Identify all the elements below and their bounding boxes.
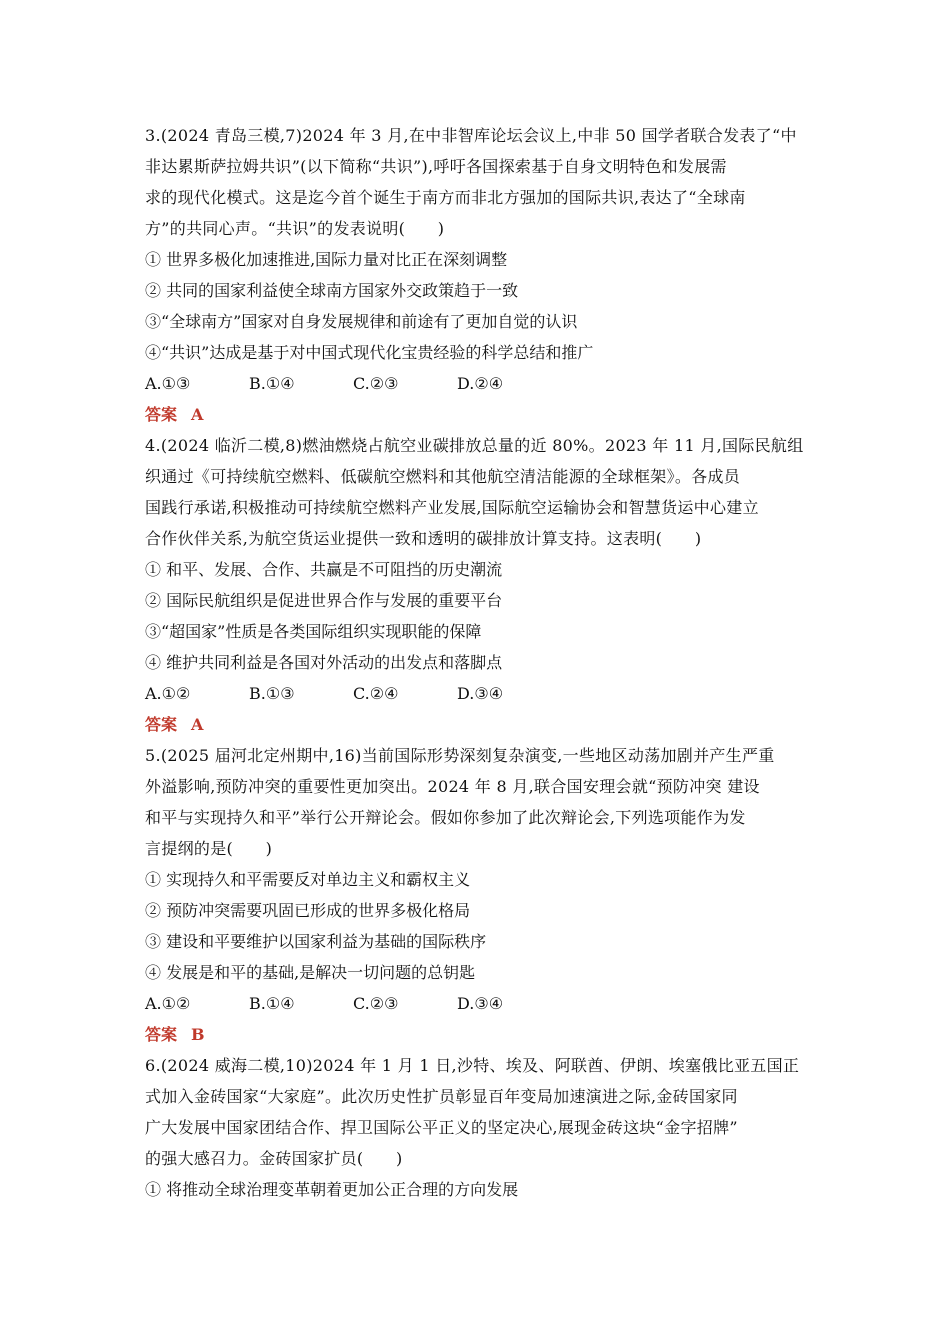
question-stem-line: 4.(2024 临沂二模,8)燃油燃烧占航空业碳排放总量的近 80%。2023 年 11 月,国际民航组	[145, 436, 804, 455]
question-stem-line: 外溢影响,预防冲突的重要性更加突出。2024 年 8 月,联合国安理会就“预防冲突 建设	[145, 777, 760, 796]
statement-option: ① 世界多极化加速推进,国际力量对比正在深刻调整	[145, 250, 508, 269]
answer-value: A	[191, 405, 204, 424]
answer-value: B	[191, 1025, 205, 1044]
answer-label: 答案	[145, 405, 178, 424]
question-3	[145, 120, 810, 430]
statement-option: ② 预防冲突需要巩固已形成的世界多极化格局	[145, 901, 471, 920]
question-stem-line: 式加入金砖国家“大家庭”。此次历史性扩员彰显百年变局加速演进之际,金砖国家同	[145, 1087, 738, 1106]
statement-option: ③ 建设和平要维护以国家利益为基础的国际秩序	[145, 932, 487, 951]
choice-a: A.①③	[145, 374, 191, 393]
question-stem-line: 和平与实现持久和平”举行公开辩论会。假如你参加了此次辩论会,下列选项能作为发	[145, 808, 746, 827]
question-4	[145, 430, 810, 740]
choice-c: C.②③	[353, 374, 399, 393]
choice-c: C.②④	[353, 684, 399, 703]
answer-value: A	[191, 715, 204, 734]
question-stem-line: 国践行承诺,积极推动可持续航空燃料产业发展,国际航空运输协会和智慧货运中心建立	[145, 498, 759, 517]
question-stem-line: 求的现代化模式。这是迄今首个诞生于南方而非北方强加的国际共识,表达了“全球南	[145, 188, 746, 207]
statement-option: ④ 维护共同利益是各国对外活动的出发点和落脚点	[145, 653, 503, 672]
answer-line	[145, 1019, 810, 1050]
answer-line	[145, 709, 810, 740]
question-stem-line: 非达累斯萨拉姆共识”(以下简称“共识”),呼吁各国探索基于自身文明特色和发展需	[145, 157, 727, 176]
statement-option: ① 实现持久和平需要反对单边主义和霸权主义	[145, 870, 471, 889]
statement-option: ① 和平、发展、合作、共赢是不可阻挡的历史潮流	[145, 560, 503, 579]
question-stem-line: 方”的共同心声。“共识”的发表说明( )	[145, 219, 445, 238]
document-page	[145, 120, 810, 1205]
question-6	[145, 1050, 810, 1205]
question-stem-line: 3.(2024 青岛三模,7)2024 年 3 月,在中非智库论坛会议上,中非 50 国学者联合发表了“中	[145, 126, 797, 145]
choice-a: A.①②	[145, 684, 191, 703]
statement-option: ① 将推动全球治理变革朝着更加公正合理的方向发展	[145, 1180, 519, 1199]
statement-option: ④ 发展是和平的基础,是解决一切问题的总钥匙	[145, 963, 476, 982]
choice-d: D.②④	[457, 374, 504, 393]
question-stem-line: 言提纲的是( )	[145, 839, 273, 858]
choice-d: D.③④	[457, 994, 504, 1013]
choice-b: B.①③	[249, 684, 295, 703]
statement-option: ④“共识”达成是基于对中国式现代化宝贵经验的科学总结和推广	[145, 343, 594, 362]
question-stem-line: 5.(2025 届河北定州期中,16)当前国际形势深刻复杂演变,一些地区动荡加剧并产生严重	[145, 746, 775, 765]
question-stem-line: 的强大感召力。金砖国家扩员( )	[145, 1149, 403, 1168]
statement-option: ② 共同的国家利益使全球南方国家外交政策趋于一致	[145, 281, 519, 300]
question-5	[145, 740, 810, 1050]
question-stem-line: 织通过《可持续航空燃料、低碳航空燃料和其他航空清洁能源的全球框架》。各成员	[145, 467, 741, 486]
answer-label: 答案	[145, 715, 178, 734]
statement-option: ② 国际民航组织是促进世界合作与发展的重要平台	[145, 591, 503, 610]
statement-option: ③“超国家”性质是各类国际组织实现职能的保障	[145, 622, 482, 641]
answer-line	[145, 399, 810, 430]
statement-option: ③“全球南方”国家对自身发展规律和前途有了更加自觉的认识	[145, 312, 578, 331]
answer-label: 答案	[145, 1025, 178, 1044]
question-stem-line: 合作伙伴关系,为航空货运业提供一致和透明的碳排放计算支持。这表明( )	[145, 529, 702, 548]
answer-choices	[145, 678, 810, 709]
choice-b: B.①④	[249, 374, 295, 393]
answer-choices	[145, 988, 810, 1019]
question-stem-line: 6.(2024 威海二模,10)2024 年 1 月 1 日,沙特、埃及、阿联酋、伊朗、埃塞俄比亚五国正	[145, 1056, 800, 1075]
question-stem-line: 广大发展中国家团结合作、捍卫国际公平正义的坚定决心,展现金砖这块“金字招牌”	[145, 1118, 738, 1137]
choice-c: C.②③	[353, 994, 399, 1013]
choice-b: B.①④	[249, 994, 295, 1013]
choice-a: A.①②	[145, 994, 191, 1013]
choice-d: D.③④	[457, 684, 504, 703]
answer-choices	[145, 368, 810, 399]
